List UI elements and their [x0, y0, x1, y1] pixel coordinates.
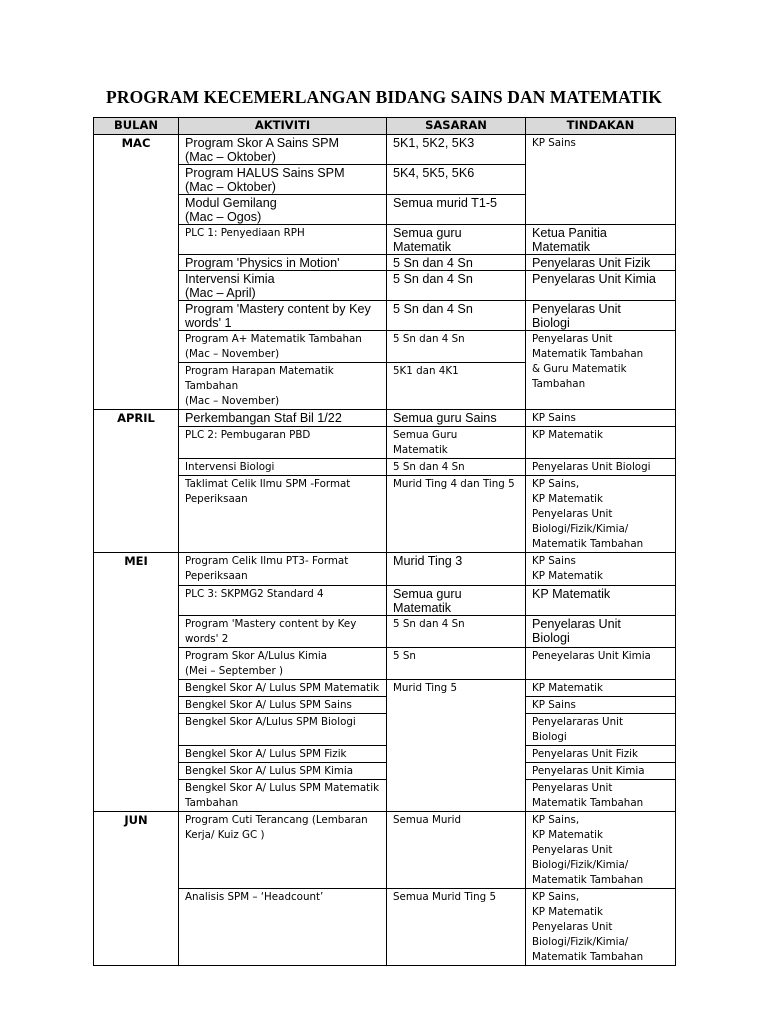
- sasaran-cell: [387, 331, 526, 363]
- aktiviti-cell: [179, 746, 387, 763]
- cell-line: Semua guru: [393, 226, 462, 240]
- cell-line: Program 'Mastery content by Key: [185, 618, 357, 630]
- cell-line: Penyelaras Unit Biologi: [532, 461, 651, 473]
- cell-line: 5 Sn dan 4 Sn: [393, 618, 465, 630]
- aktiviti-cell: [179, 763, 387, 780]
- sasaran-cell: [387, 255, 526, 271]
- aktiviti-cell: [179, 165, 387, 195]
- cell-line: Biologi/Fizik/Kimia/: [532, 523, 629, 535]
- tindakan-cell: [526, 331, 676, 410]
- cell-line: Bengkel Skor A/ Lulus SPM Kimia: [185, 765, 354, 777]
- cell-line: Semua guru: [393, 587, 462, 601]
- cell-line: Semua murid T1-5: [393, 196, 498, 210]
- cell-line: Peperiksaan: [185, 570, 248, 582]
- aktiviti-cell: [179, 648, 387, 680]
- cell-line: Bengkel Skor A/ Lulus SPM Sains: [185, 699, 352, 711]
- cell-line: Penyelaras Unit Kimia: [532, 272, 656, 286]
- cell-line: KP Sains: [532, 555, 576, 567]
- table-row: [94, 476, 676, 553]
- sasaran-cell: [387, 363, 526, 410]
- aktiviti-cell: [179, 410, 387, 427]
- aktiviti-cell: [179, 255, 387, 271]
- cell-line: Matematik Tambahan: [532, 538, 644, 550]
- cell-line: words' 1: [185, 316, 232, 330]
- sasaran-cell: [387, 165, 526, 195]
- aktiviti-cell: [179, 697, 387, 714]
- tindakan-cell: [526, 889, 676, 966]
- cell-line: (Mac – November): [185, 395, 280, 407]
- cell-line: Program Skor A Sains SPM: [185, 136, 339, 150]
- cell-line: Program Harapan Matematik: [185, 365, 334, 377]
- cell-line: Taklimat Celik Ilmu SPM -Format: [185, 478, 351, 490]
- cell-line: Penyelaras Unit: [532, 617, 621, 631]
- cell-line: & Guru Matematik: [532, 363, 627, 375]
- tindakan-cell: [526, 648, 676, 680]
- table-row: [94, 135, 676, 165]
- tindakan-cell: [526, 135, 676, 225]
- cell-line: Intervensi Biologi: [185, 461, 275, 473]
- cell-line: KP Matematik: [532, 829, 604, 841]
- cell-line: KP Sains: [532, 412, 576, 424]
- cell-line: PLC 1: Penyediaan RPH: [185, 227, 305, 239]
- cell-line: Peperiksaan: [185, 493, 248, 505]
- cell-line: Biologi: [532, 631, 570, 645]
- cell-line: Matematik: [393, 444, 448, 456]
- cell-line: Bengkel Skor A/ Lulus SPM Fizik: [185, 748, 347, 760]
- table-row: [94, 427, 676, 459]
- cell-line: (Mei – September ): [185, 665, 283, 677]
- table-row: [94, 714, 676, 746]
- table-row: [94, 553, 676, 586]
- cell-line: (Mac – November): [185, 348, 280, 360]
- cell-line: KP Sains,: [532, 478, 580, 490]
- cell-line: Penyelaras Unit: [532, 508, 613, 520]
- cell-line: Intervensi Kimia: [185, 272, 275, 286]
- month-mac: MAC: [94, 135, 179, 410]
- aktiviti-cell: [179, 301, 387, 331]
- month-april: APRIL: [94, 410, 179, 553]
- cell-line: Bengkel Skor A/Lulus SPM Biologi: [185, 716, 356, 728]
- cell-line: Perkembangan Staf Bil 1/22: [185, 411, 342, 425]
- cell-line: Program HALUS Sains SPM: [185, 166, 345, 180]
- tindakan-cell: [526, 476, 676, 553]
- sasaran-cell: [387, 301, 526, 331]
- cell-line: Program A+ Matematik Tambahan: [185, 333, 362, 345]
- aktiviti-cell: [179, 680, 387, 697]
- cell-line: Program 'Mastery content by Key: [185, 302, 371, 316]
- cell-line: Murid Ting 5: [393, 682, 458, 694]
- cell-line: Penyelaras Unit Fizik: [532, 748, 638, 760]
- table-row: [94, 648, 676, 680]
- cell-line: Peneyelaras Unit Kimia: [532, 650, 651, 662]
- cell-line: 5 Sn: [393, 650, 416, 662]
- cell-line: words' 2: [185, 633, 229, 645]
- aktiviti-cell: [179, 476, 387, 553]
- cell-line: KP Matematik: [532, 493, 604, 505]
- aktiviti-cell: [179, 459, 387, 476]
- sasaran-cell: [387, 889, 526, 966]
- cell-line: Biologi: [532, 731, 567, 743]
- table-header-row: [94, 118, 676, 135]
- cell-line: PLC 2: Pembugaran PBD: [185, 429, 311, 441]
- sasaran-cell: [387, 410, 526, 427]
- cell-line: Program Skor A/Lulus Kimia: [185, 650, 328, 662]
- table-row: [94, 616, 676, 648]
- cell-line: Matematik Tambahan: [532, 874, 644, 886]
- cell-line: Penyelaras Unit: [532, 333, 613, 345]
- cell-line: Bengkel Skor A/ Lulus SPM Matematik: [185, 782, 380, 794]
- tindakan-cell: [526, 410, 676, 427]
- table-row: [94, 271, 676, 301]
- cell-line: (Mac – Ogos): [185, 210, 262, 224]
- cell-line: 5 Sn dan 4 Sn: [393, 461, 465, 473]
- table-row: [94, 331, 676, 363]
- cell-line: 5K1 dan 4K1: [393, 365, 459, 377]
- tindakan-cell: [526, 746, 676, 763]
- sasaran-cell: [387, 680, 526, 812]
- cell-line: KP Sains: [532, 137, 576, 149]
- tindakan-cell: [526, 301, 676, 331]
- cell-line: 5 Sn dan 4 Sn: [393, 272, 473, 286]
- cell-line: Semua Murid Ting 5: [393, 891, 497, 903]
- sasaran-cell: [387, 586, 526, 616]
- cell-line: Tambahan: [185, 797, 239, 809]
- header-tindakan: TINDAKAN: [526, 118, 676, 135]
- header-bulan: BULAN: [94, 118, 179, 135]
- cell-line: (Mac – April): [185, 286, 256, 300]
- cell-line: Matematik Tambahan: [532, 797, 644, 809]
- sasaran-cell: [387, 459, 526, 476]
- sasaran-cell: [387, 648, 526, 680]
- table-row: [94, 301, 676, 331]
- cell-line: Penyelaras Unit: [532, 782, 613, 794]
- tindakan-cell: [526, 586, 676, 616]
- aktiviti-cell: [179, 363, 387, 410]
- tindakan-cell: [526, 271, 676, 301]
- tindakan-cell: [526, 255, 676, 271]
- table-row: [94, 746, 676, 763]
- aktiviti-cell: [179, 812, 387, 889]
- aktiviti-cell: [179, 331, 387, 363]
- table-row: [94, 459, 676, 476]
- cell-line: KP Matematik: [532, 429, 604, 441]
- aktiviti-cell: [179, 135, 387, 165]
- cell-line: Murid Ting 3: [393, 554, 463, 568]
- cell-line: Penyelaras Unit: [532, 844, 613, 856]
- cell-line: KP Matematik: [532, 906, 604, 918]
- aktiviti-cell: [179, 195, 387, 225]
- cell-line: Penyelaras Unit Kimia: [532, 765, 645, 777]
- tindakan-cell: [526, 714, 676, 746]
- tindakan-cell: [526, 780, 676, 812]
- aktiviti-cell: [179, 271, 387, 301]
- tindakan-cell: [526, 225, 676, 255]
- cell-line: KP Matematik: [532, 570, 604, 582]
- cell-line: Tambahan: [532, 378, 586, 390]
- cell-line: 5K1, 5K2, 5K3: [393, 136, 475, 150]
- cell-line: Biologi/Fizik/Kimia/: [532, 859, 629, 871]
- cell-line: KP Sains,: [532, 891, 580, 903]
- aktiviti-cell: [179, 714, 387, 746]
- header-aktiviti: AKTIVITI: [179, 118, 387, 135]
- sasaran-cell: [387, 195, 526, 225]
- table-row: [94, 225, 676, 255]
- cell-line: Biologi/Fizik/Kimia/: [532, 936, 629, 948]
- month-jun: JUN: [94, 812, 179, 966]
- table-row: [94, 812, 676, 889]
- tindakan-cell: [526, 680, 676, 697]
- header-sasaran: SASARAN: [387, 118, 526, 135]
- page-title: PROGRAM KECEMERLANGAN BIDANG SAINS DAN MATEMATIK: [106, 87, 662, 107]
- cell-line: Penyelaras Unit: [532, 921, 613, 933]
- cell-line: Matematik: [393, 240, 452, 254]
- cell-line: Penyelararas Unit: [532, 716, 623, 728]
- table-row: [94, 586, 676, 616]
- tindakan-cell: [526, 427, 676, 459]
- cell-line: KP Sains: [532, 699, 576, 711]
- cell-line: Tambahan: [185, 380, 239, 392]
- sasaran-cell: [387, 135, 526, 165]
- tindakan-cell: [526, 553, 676, 586]
- tindakan-cell: [526, 616, 676, 648]
- cell-line: Penyelaras Unit: [532, 302, 621, 316]
- table-row: [94, 680, 676, 697]
- table-row: [94, 780, 676, 812]
- sasaran-cell: [387, 427, 526, 459]
- aktiviti-cell: [179, 586, 387, 616]
- table-row: [94, 697, 676, 714]
- tindakan-cell: [526, 763, 676, 780]
- cell-line: Analisis SPM – ‘Headcount’: [185, 891, 324, 903]
- tindakan-cell: [526, 697, 676, 714]
- tindakan-cell: [526, 459, 676, 476]
- cell-line: Semua Murid: [393, 814, 462, 826]
- cell-line: Ketua Panitia: [532, 226, 607, 240]
- table-row: [94, 255, 676, 271]
- cell-line: Matematik Tambahan: [532, 951, 644, 963]
- cell-line: (Mac – Oktober): [185, 180, 276, 194]
- aktiviti-cell: [179, 553, 387, 586]
- cell-line: PLC 3: SKPMG2 Standard 4: [185, 588, 324, 600]
- cell-line: Program Cuti Terancang (Lembaran: [185, 814, 368, 826]
- cell-line: 5 Sn dan 4 Sn: [393, 256, 473, 270]
- cell-line: KP Matematik: [532, 587, 611, 601]
- table-row: [94, 763, 676, 780]
- sasaran-cell: [387, 271, 526, 301]
- cell-line: Biologi: [532, 316, 570, 330]
- cell-line: Murid Ting 4 dan Ting 5: [393, 478, 515, 490]
- sasaran-cell: [387, 553, 526, 586]
- cell-line: (Mac – Oktober): [185, 150, 276, 164]
- cell-line: KP Sains,: [532, 814, 580, 826]
- sasaran-cell: [387, 812, 526, 889]
- cell-line: Bengkel Skor A/ Lulus SPM Matematik: [185, 682, 380, 694]
- sasaran-cell: [387, 616, 526, 648]
- aktiviti-cell: [179, 616, 387, 648]
- cell-line: 5K4, 5K5, 5K6: [393, 166, 475, 180]
- program-table: [93, 117, 676, 966]
- aktiviti-cell: [179, 225, 387, 255]
- cell-line: Semua guru Sains: [393, 411, 497, 425]
- cell-line: Matematik: [393, 601, 452, 615]
- aktiviti-cell: [179, 889, 387, 966]
- cell-line: Modul Gemilang: [185, 196, 277, 210]
- cell-line: 5 Sn dan 4 Sn: [393, 333, 465, 345]
- aktiviti-cell: [179, 427, 387, 459]
- table-row: [94, 889, 676, 966]
- aktiviti-cell: [179, 780, 387, 812]
- cell-line: 5 Sn dan 4 Sn: [393, 302, 473, 316]
- tindakan-cell: [526, 812, 676, 889]
- sasaran-cell: [387, 225, 526, 255]
- cell-line: Semua Guru: [393, 429, 458, 441]
- cell-line: Matematik Tambahan: [532, 348, 644, 360]
- cell-line: Matematik: [532, 240, 591, 254]
- sasaran-cell: [387, 476, 526, 553]
- cell-line: KP Matematik: [532, 682, 604, 694]
- cell-line: Kerja/ Kuiz GC ): [185, 829, 265, 841]
- table-row: [94, 410, 676, 427]
- cell-line: Program Celik Ilmu PT3- Format: [185, 555, 349, 567]
- cell-line: Penyelaras Unit Fizik: [532, 256, 651, 270]
- cell-line: Program 'Physics in Motion': [185, 256, 340, 270]
- month-mei: MEI: [94, 553, 179, 812]
